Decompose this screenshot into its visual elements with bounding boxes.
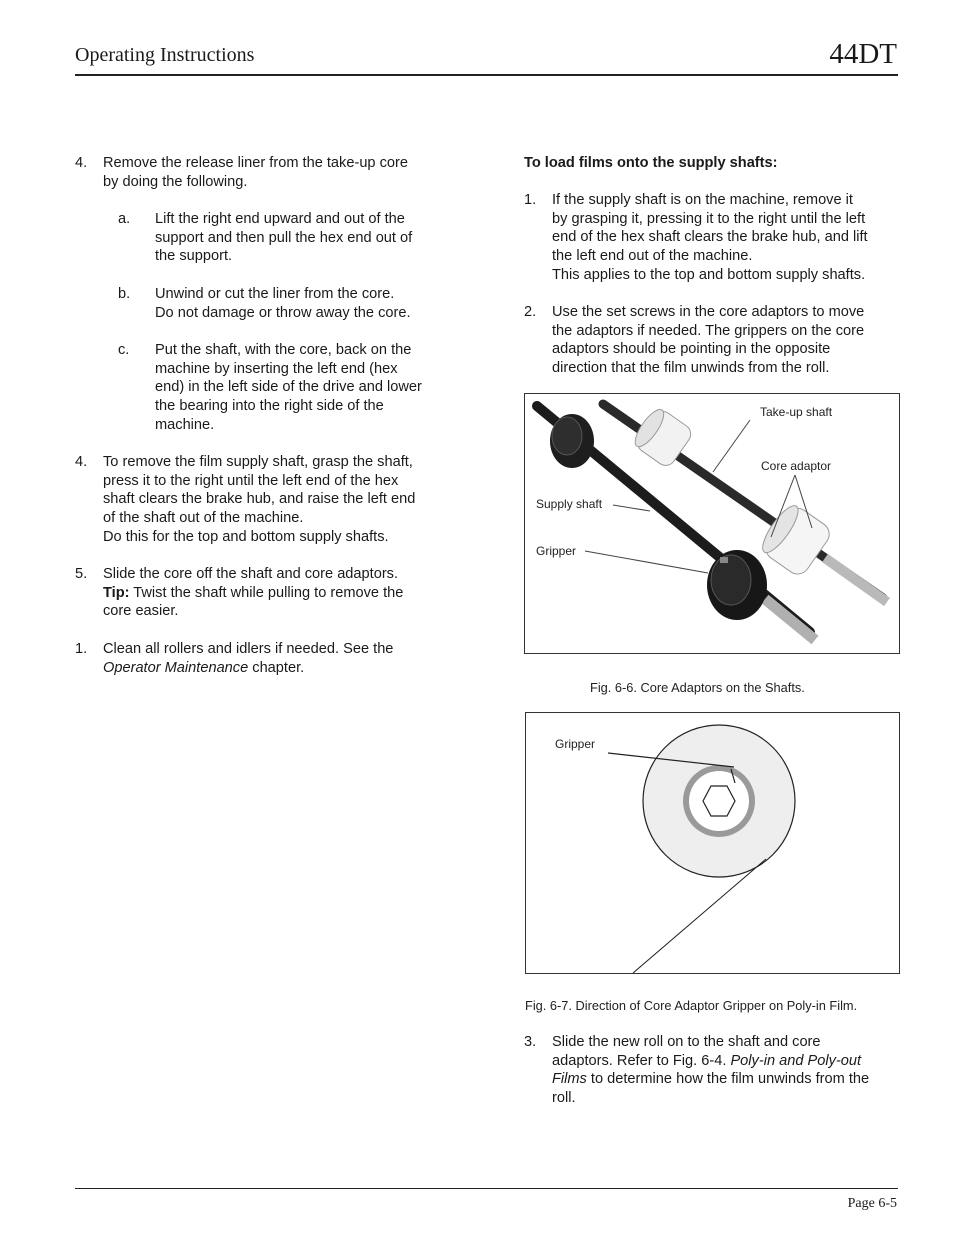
figure-core-adaptors: [524, 393, 900, 654]
figure-reference: Poly-in and Poly-out: [730, 1052, 862, 1069]
step-text: shaft clears the brake hub, and raise the left end: [103, 491, 416, 508]
step-number: 5.: [75, 566, 88, 582]
footer-rule: [75, 1188, 898, 1189]
step-text: Clean all rollers and idlers if needed. See the: [103, 641, 394, 657]
step-text: core easier.: [103, 603, 179, 620]
page-number: Page 6-5: [847, 1196, 897, 1211]
ref-line: [103, 659, 393, 678]
step-number: 3.: [524, 1034, 537, 1050]
label-core-adaptor: Core adaptor: [761, 459, 832, 473]
step-number: 4.: [75, 454, 88, 470]
step-number: 2.: [524, 304, 537, 320]
substep-text: the bearing into the right side of the: [155, 398, 384, 415]
step-text: adaptors. Refer to Fig. 6-4.: [552, 1052, 731, 1069]
chapter-reference: Operator Maintenance: [103, 659, 249, 676]
label-gripper: Gripper: [555, 737, 596, 751]
substep-text: Put the shaft, with the core, back on the: [155, 342, 412, 358]
substep-text: Unwind or cut the liner from the core.: [155, 286, 395, 302]
step-text-ref: [552, 1070, 869, 1089]
figure-reference: Films: [552, 1071, 587, 1088]
tip-label: Tip:: [103, 584, 130, 601]
step-number: 4.: [75, 155, 88, 171]
step-text: roll.: [552, 1090, 576, 1107]
step-text: direction that the film unwinds from the roll.: [552, 360, 830, 377]
substep-text: Lift the right end upward and out of the: [155, 211, 405, 227]
step-text: adaptors should be pointing in the opposite: [552, 341, 831, 358]
step-text-ref: [552, 1052, 869, 1071]
step-text: To remove the film supply shaft, grasp the shaft,: [103, 454, 413, 470]
label-supply-shaft: Supply shaft: [536, 497, 603, 511]
substep-letter: a.: [118, 211, 131, 227]
step-text: by doing the following.: [103, 173, 248, 190]
step-text: Slide the new roll on to the shaft and core: [552, 1034, 821, 1050]
label-gripper: Gripper: [536, 544, 577, 558]
substep-text: the support.: [155, 248, 233, 265]
step-text: Use the set screws in the core adaptors to move: [552, 304, 865, 320]
tip-text: Twist the shaft while pulling to remove the: [129, 584, 404, 601]
step-text: This applies to the top and bottom supply shafts.: [552, 266, 866, 283]
step-text: to determine how the film unwinds from the: [586, 1071, 870, 1088]
step-text: Slide the core off the shaft and core adaptors.: [103, 566, 399, 582]
step-text: end of the hex shaft clears the brake hub, and lift: [552, 229, 868, 246]
step-text: Remove the release liner from the take-up core: [103, 155, 408, 171]
substep-text: machine by inserting the left end (hex: [155, 360, 398, 377]
figure-caption: Fig. 6-6. Core Adaptors on the Shafts.: [590, 680, 805, 695]
section-heading: To load films onto the supply shafts:: [524, 155, 778, 171]
step-text: press it to the right until the left end of the hex: [103, 472, 399, 489]
figure-caption: Fig. 6-7. Direction of Core Adaptor Gripper on Poly-in Film.: [525, 998, 858, 1013]
step-number: 1.: [75, 641, 88, 657]
ref-suffix: chapter.: [248, 659, 305, 676]
step-text: the left end out of the machine.: [552, 248, 753, 265]
step-text: by grasping it, pressing it to the right until the left: [552, 210, 866, 227]
substep-text: support and then pull the hex end out of: [155, 229, 413, 246]
step-text: the adaptors if needed. The grippers on the core: [552, 322, 865, 339]
core-adaptor-illustration: [526, 713, 899, 973]
step-number: 1.: [524, 192, 537, 208]
substep-letter: b.: [118, 286, 131, 302]
tip-line: [103, 584, 403, 603]
figure-gripper-direction: [525, 712, 900, 974]
step-text: Do this for the top and bottom supply shafts.: [103, 528, 389, 545]
shafts-illustration: [525, 394, 899, 653]
step-text: If the supply shaft is on the machine, remove it: [552, 192, 853, 208]
substep-letter: c.: [118, 342, 130, 358]
header-rule: [75, 74, 898, 76]
substep-text: Do not damage or throw away the core.: [155, 304, 411, 321]
header-title: Operating Instructions: [75, 44, 255, 66]
substep-text: machine.: [155, 416, 215, 433]
step-text: of the shaft out of the machine.: [103, 510, 304, 527]
label-takeup-shaft: Take-up shaft: [760, 405, 833, 419]
substep-text: end) in the left side of the drive and lower: [155, 379, 422, 396]
model-number: 44DT: [829, 38, 897, 70]
